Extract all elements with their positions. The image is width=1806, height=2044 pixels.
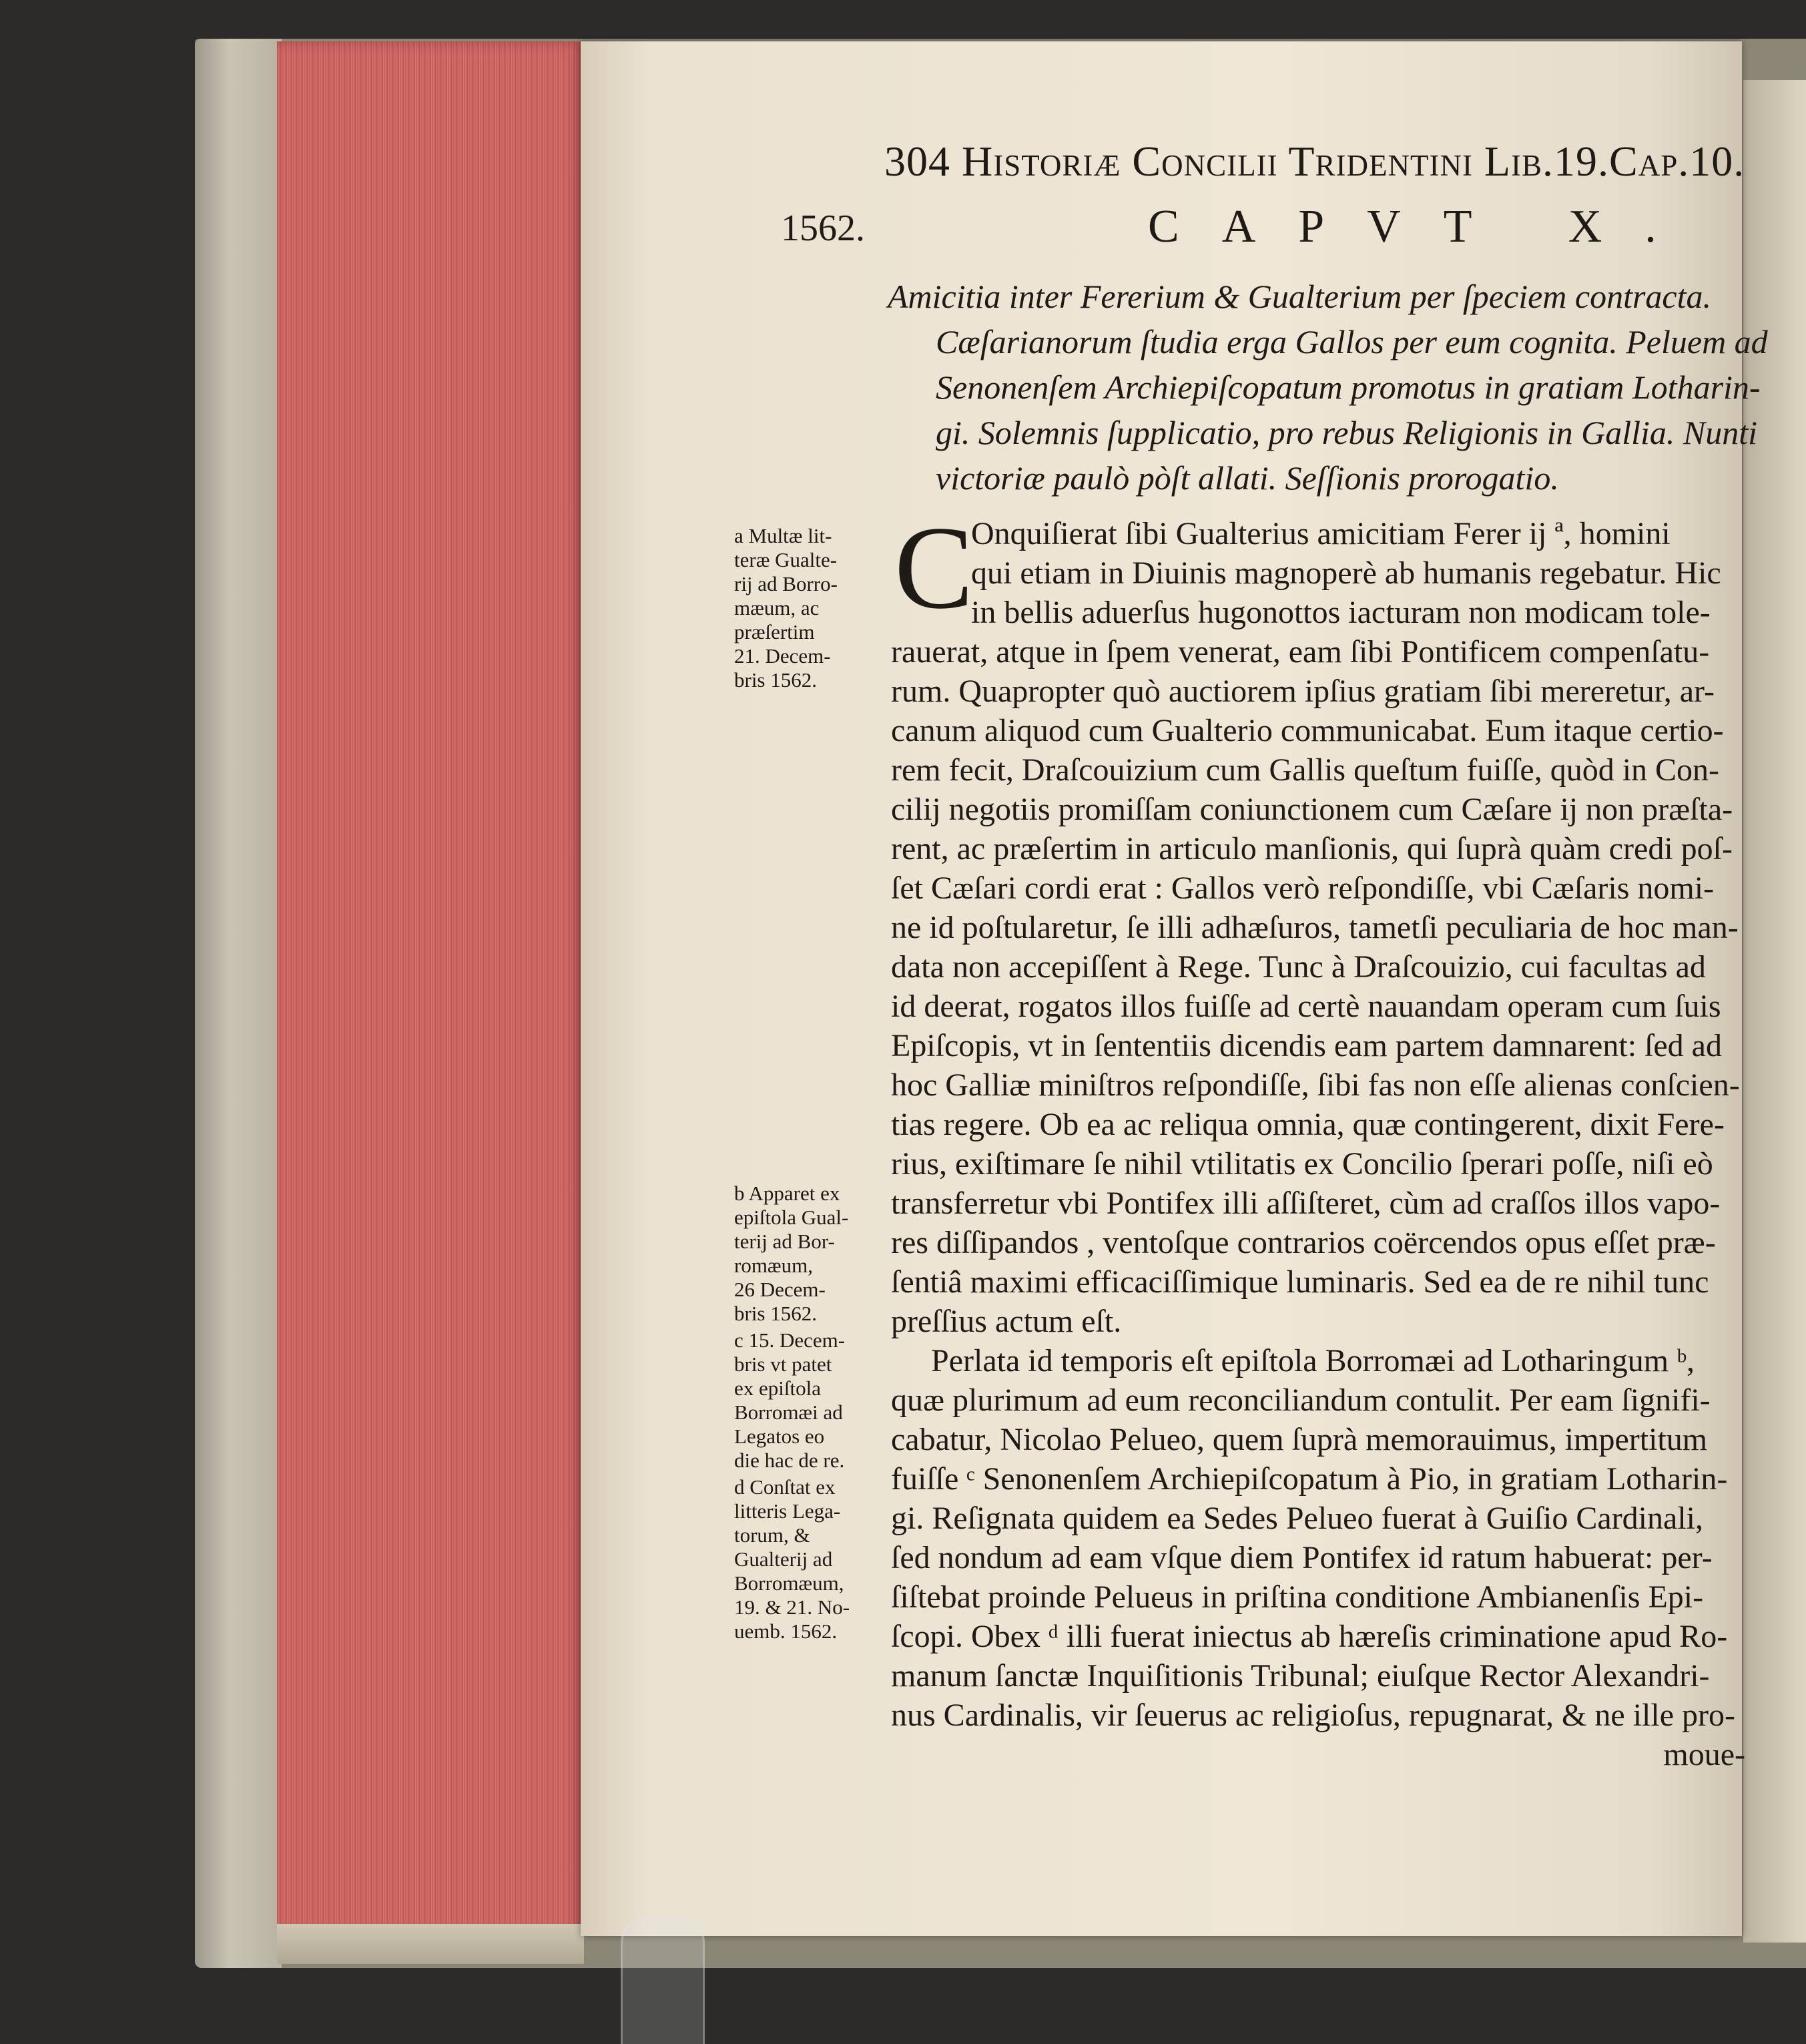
margin-note-line: mæum, ac [734, 596, 820, 619]
margin-note-line: Borromæi ad [734, 1400, 843, 1424]
margin-note-line: torum, & [734, 1523, 810, 1547]
margin-note-b [734, 1182, 888, 1326]
body-line: ſcopi. Obex ᵈ illi fuerat iniectus ab hæreſis criminatione apud Ro- [891, 1619, 1728, 1654]
body-line: rem fecit, Draſcouizium cum Gallis queſtum fuiſſe, quòd in Con- [891, 752, 1720, 788]
margin-note-line: Gualterij ad [734, 1547, 833, 1571]
margin-note-line: 19. & 21. No- [734, 1595, 850, 1619]
body-line: rent, ac præſertim in articulo manſionis, qui ſuprà quàm credi poſ- [891, 831, 1733, 866]
margin-note-line: terij ad Bor- [734, 1230, 835, 1253]
margin-note-line: b Apparet ex [734, 1182, 840, 1205]
margin-note-line: c 15. Decem- [734, 1328, 846, 1352]
margin-note-line: teræ Gualte- [734, 548, 838, 571]
body-line: rum. Quapropter quò auctiorem ipſius gratiam ſibi mereretur, ar- [891, 674, 1715, 709]
margin-note-line: die hac de re. [734, 1449, 845, 1472]
margin-note-line: bris 1562. [734, 1302, 817, 1325]
margin-note-line: Borromæum, [734, 1571, 844, 1595]
body-line: in bellis aduerſus hugonottos iacturam non modicam tole- [971, 595, 1711, 630]
margin-note-c [734, 1328, 888, 1473]
margin-note-line: uemb. 1562. [734, 1619, 838, 1643]
body-line: transferretur vbi Pontifex illi aſſiſteret, cùm ad craſſos illos vapo- [891, 1186, 1721, 1221]
body-line: moue- [1663, 1737, 1745, 1772]
body-line: preſſius actum eſt. [891, 1304, 1122, 1339]
summary-line: Amicitia inter Fererium & Gualterium per ſpeciem contracta. [888, 278, 1712, 315]
chapter-summary [888, 274, 1768, 501]
body-line: hoc Galliæ miniſtros reſpondiſſe, ſibi fas non eſſe alienas conſcien- [891, 1067, 1740, 1103]
body-line: data non accepiſſent à Rege. Tunc à Draſcouizio, cui facultas ad [891, 949, 1706, 985]
body-line: Perlata id temporis eſt epiſtola Borromæi ad Lotharingum ᵇ, [931, 1343, 1695, 1378]
chapter-title: CAPVT X. [1148, 201, 1699, 252]
body-line: gi. Reſignata quidem ea Sedes Pelueo fuerat à Guiſio Cardinali, [891, 1501, 1703, 1536]
margin-note-line: bris vt patet [734, 1352, 832, 1376]
body-line: ſentiâ maximi efficaciſſimique luminaris. Sed ea de re nihil tunc [891, 1264, 1709, 1300]
body-line: manum ſanctæ Inquiſitionis Tribunal; eiuſque Rector Alexandri- [891, 1658, 1710, 1694]
summary-line: Senonenſem Archiepiſcopatum promotus in gratiam Lotharin- [936, 368, 1761, 406]
body-line: ſet Cæſari cordi erat : Gallos verò reſpondiſſe, vbi Cæſaris nomi- [891, 870, 1715, 906]
summary-line: victoriæ paulò pòſt allati. Seſſionis prorogatio. [936, 459, 1559, 497]
summary-line: Cæſarianorum ſtudia erga Gallos per eum cognita. Peluem ad [936, 323, 1768, 360]
margin-note-a [734, 524, 888, 692]
summary-line: gi. Solemnis ſupplicatio, pro rebus Religionis in Gallia. Nunti [936, 414, 1758, 451]
margin-note-line: ex epiſtola [734, 1376, 821, 1400]
margin-year: 1562. [781, 208, 865, 249]
margin-note-line: bris 1562. [734, 668, 817, 692]
margin-note-d [734, 1475, 888, 1643]
body-text [891, 514, 1745, 1774]
body-line: ne id poſtularetur, ſe illi adhæſuros, tametſi peculiaria de hoc man- [891, 910, 1739, 945]
margin-note-line: 21. Decem- [734, 644, 831, 668]
body-line: tias regere. Ob ea ac reliqua omnia, quæ contingerent, dixit Fere- [891, 1107, 1725, 1142]
margin-note-line: d Conſtat ex [734, 1475, 836, 1499]
margin-note-line: litteris Lega- [734, 1499, 841, 1523]
body-line: nus Cardinalis, vir ſeuerus ac religioſus, repugnarat, & ne ille pro- [891, 1698, 1735, 1733]
body-line: id deerat, rogatos illos fuiſſe ad certè nauandam operam cum ſuis [891, 989, 1721, 1024]
body-line: ſiſtebat proinde Pelueus in priſtina conditione Ambianenſis Epi- [891, 1579, 1704, 1615]
margin-note-line: 26 Decem- [734, 1278, 826, 1301]
margin-note-line: romæum, [734, 1254, 813, 1277]
margin-note-line: a Multæ lit- [734, 524, 832, 547]
body-line: Epiſcopis, vt in ſententiis dicendis eam partem damnarent: ſed ad [891, 1028, 1722, 1063]
body-line: rauerat, atque in ſpem venerat, eam ſibi Pontificem compenſatu- [891, 634, 1710, 670]
drop-cap: C [894, 501, 974, 633]
body-line: ſed nondum ad eam vſque diem Pontifex id ratum habuerat: per- [891, 1540, 1713, 1575]
body-line: canum aliquod cum Gualterio communicabat. Eum itaque certio- [891, 713, 1724, 748]
margin-note-line: Legatos eo [734, 1425, 825, 1448]
body-line: Onquiſierat ſibi Gualterius amicitiam Ferer ij ª, homini [971, 516, 1671, 551]
body-line: fuiſſe ᶜ Senonenſem Archiepiſcopatum à Pio, in gratiam Lotharin- [891, 1461, 1728, 1497]
body-line: qui etiam in Diuinis magnoperè ab humanis regebatur. Hic [971, 555, 1721, 591]
margin-note-line: præſertim [734, 620, 815, 644]
margin-note-line: epiſtola Gual- [734, 1206, 849, 1229]
body-line: cabatur, Nicolao Pelueo, quem ſuprà memorauimus, impertitum [891, 1422, 1708, 1457]
margin-note-line: rij ad Borro- [734, 572, 838, 595]
page-fore-edge [277, 41, 584, 1964]
body-line: rius, exiſtimare ſe nihil vtilitatis ex Concilio ſperari poſſe, niſi eò [891, 1146, 1713, 1182]
body-line: cilij negotiis promiſſam coniunctionem cum Cæſare ij non præſta- [891, 792, 1733, 827]
body-line: res diſſipandos , ventoſque contrarios coërcendos opus eſſet præ- [891, 1225, 1716, 1260]
book-stand [621, 1916, 705, 2044]
body-line: quæ plurimum ad eum reconciliandum contulit. Per eam ſignifi- [891, 1382, 1711, 1418]
book-cover-edge [195, 39, 282, 1968]
running-head: 304 Historiæ Concilii Tridentini Lib.19.Cap.10. [884, 138, 1745, 185]
